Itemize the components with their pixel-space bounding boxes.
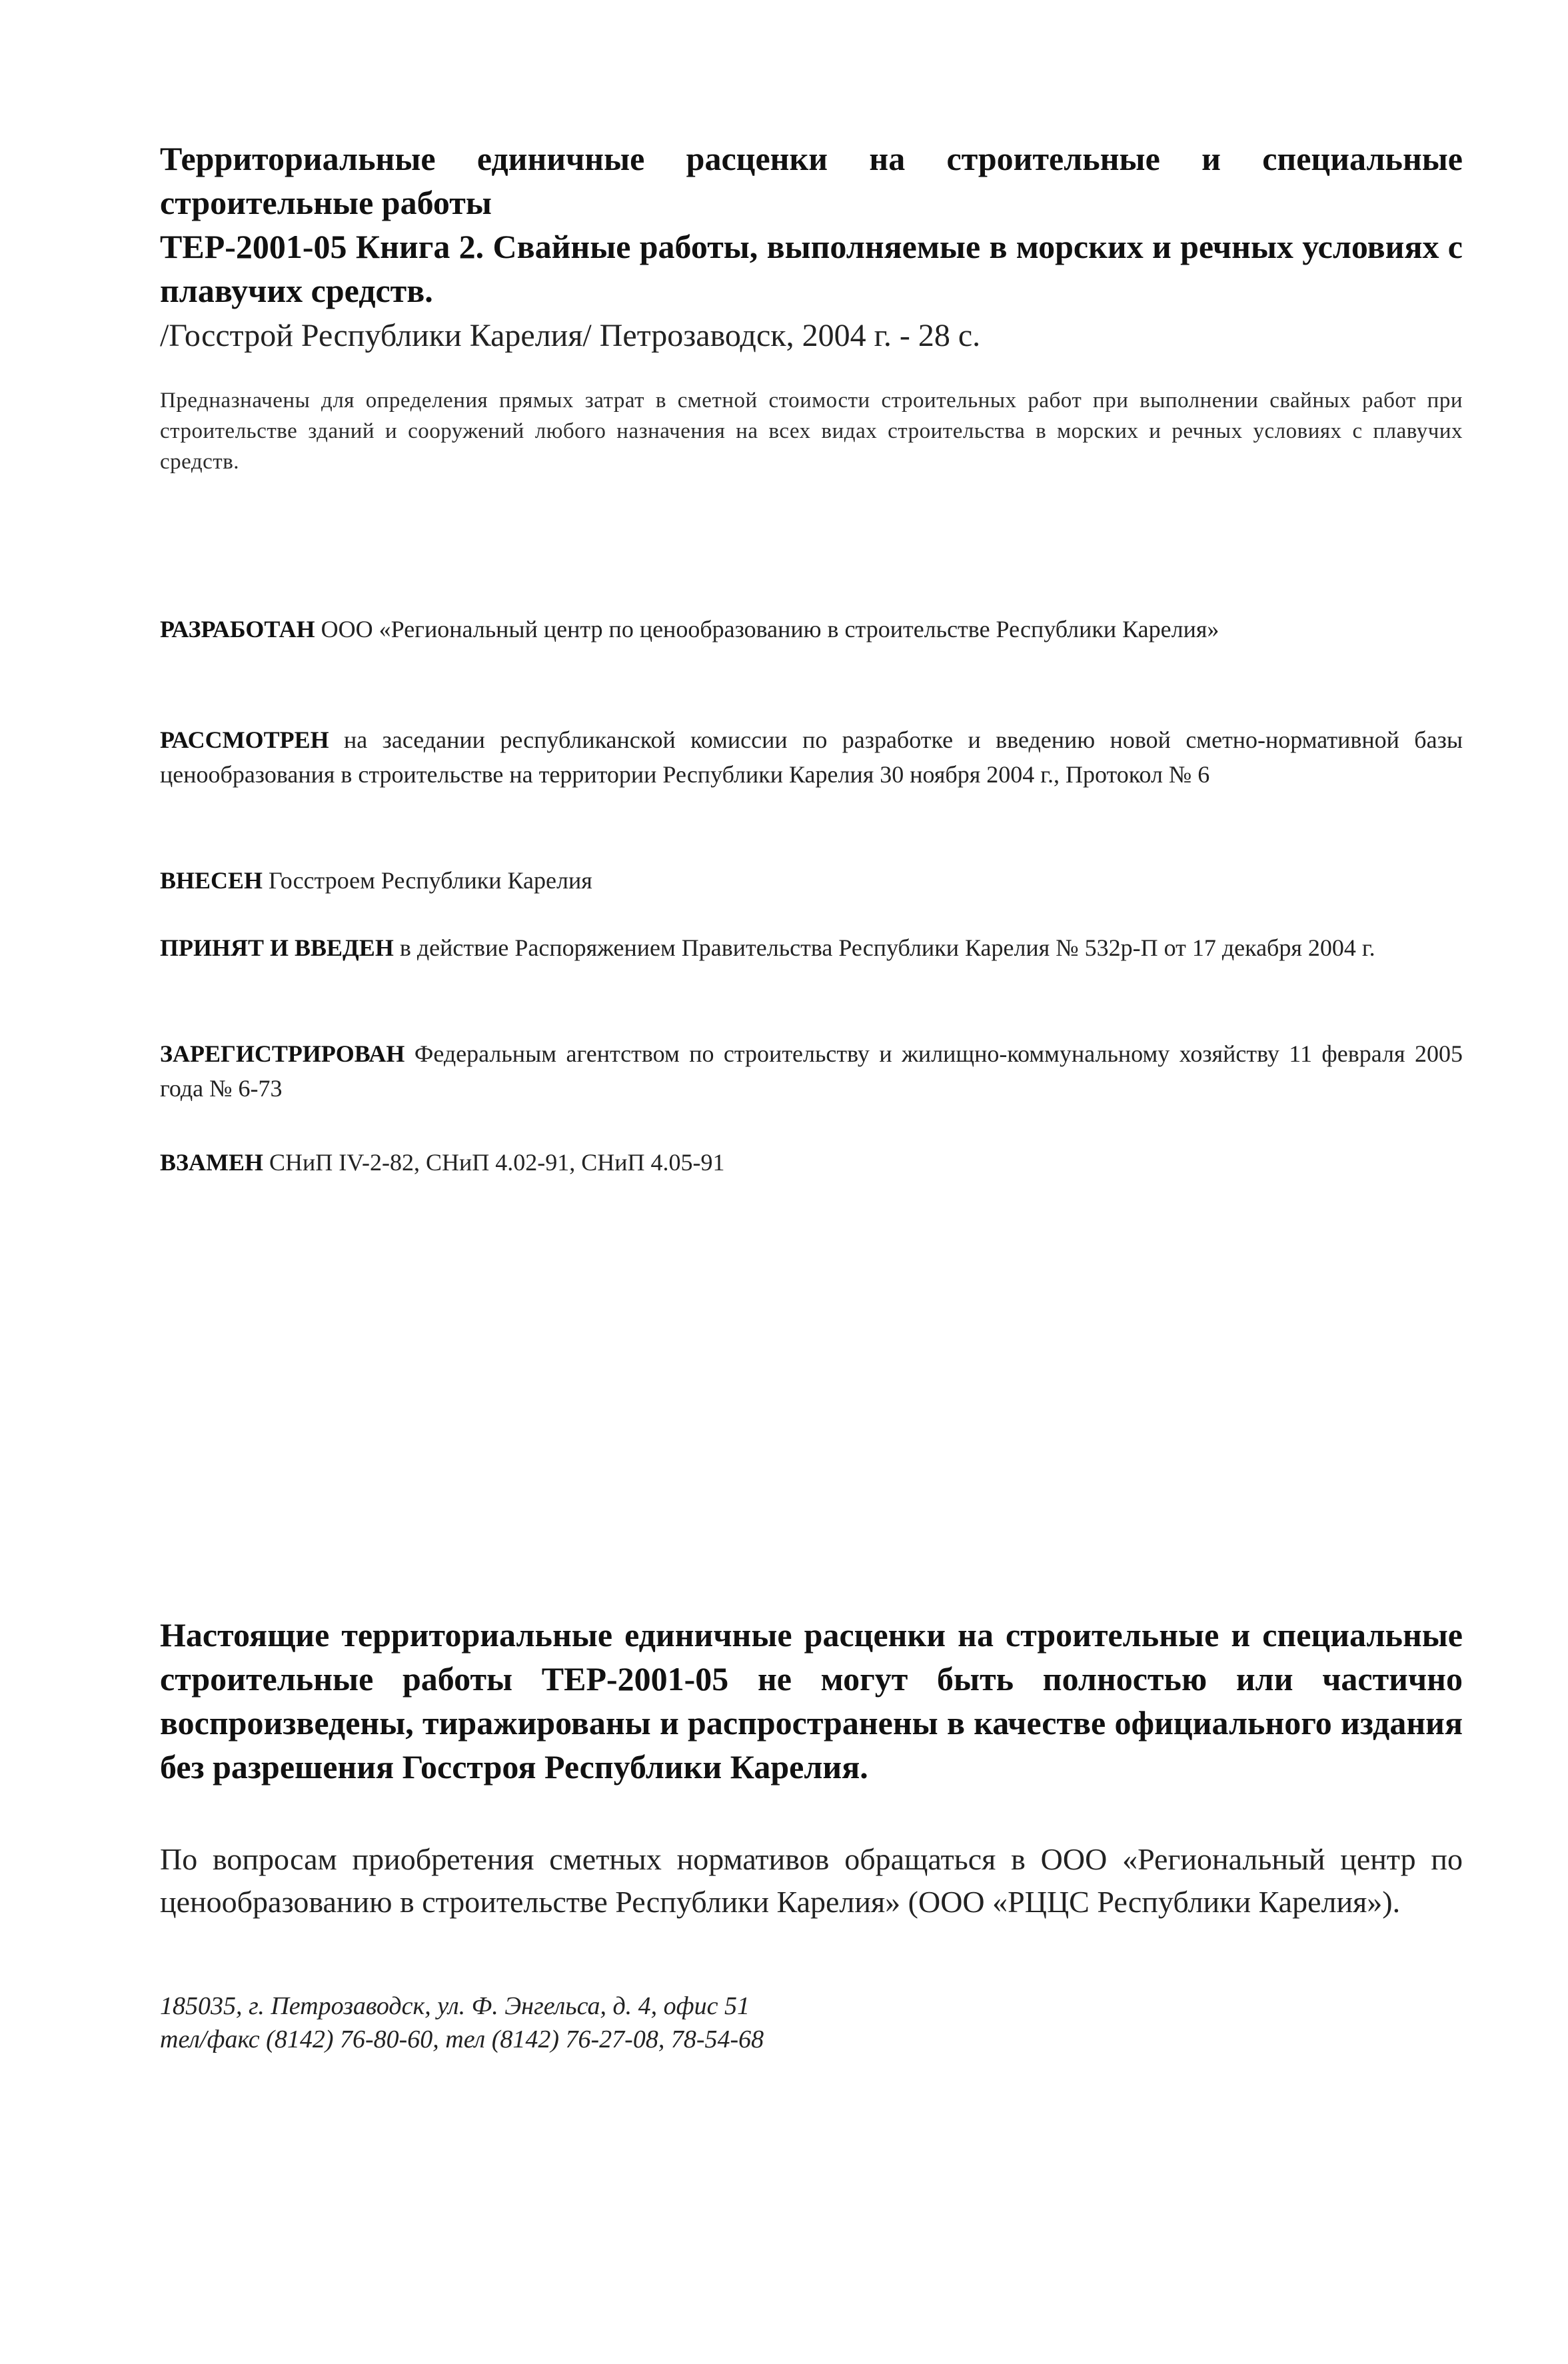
replaced-section — [160, 1145, 1463, 1180]
document-title — [160, 137, 1463, 359]
copyright-notice — [160, 1613, 1463, 1789]
replaced-text: СНиП IV-2-82, СНиП 4.02-91, СНиП 4.05-91 — [263, 1149, 725, 1176]
submitted-section — [160, 863, 1463, 898]
developed-section — [160, 612, 1463, 646]
submitted-label: ВНЕСЕН — [160, 867, 263, 894]
developed-label: РАЗРАБОТАН — [160, 616, 315, 642]
registered-text: Федеральным агентством по строительству и жилищно-коммунальному хозяйству 11 февраля 2005 года № 6-73 — [160, 1040, 1463, 1102]
title-text-1: Территориальные единичные расценки на строительные и специальные строительные работы — [160, 140, 1463, 221]
address-line-1: 185035, г. Петрозаводск, ул. Ф. Энгельса, д. 4, офис 51 — [160, 1992, 750, 2020]
publisher-line: /Госстрой Республики Карелия/ Петрозаводск, 2004 г. - 28 с. — [160, 318, 981, 353]
address-line-2: тел/факс (8142) 76-80-60, тел (8142) 76-27-08, 78-54-68 — [160, 2025, 764, 2053]
contact-text: По вопросам приобретения сметных нормативов обращаться в ООО «Региональный центр по ценообразованию в строительстве Республики Карелия» (ООО «РЦЦС Республики Карелия»). — [160, 1842, 1463, 1919]
purpose-text: Предназначены для определения прямых затрат в сметной стоимости строительных работ при выполнении свайных работ при строительстве зданий и сооружений любого назначения на всех видах строительства в морских и речных условиях с плавучих средств. — [160, 389, 1463, 474]
reviewed-text: на заседании республиканской комиссии по разработке и введению новой сметно-нормативной базы ценообразования в строительстве на территории Республики Карелия 30 ноября 2004 г., Протокол № 6 — [160, 726, 1463, 788]
developed-text: ООО «Региональный центр по ценообразованию в строительстве Республики Карелия» — [315, 616, 1219, 642]
adopted-section — [160, 930, 1463, 965]
replaced-label: ВЗАМЕН — [160, 1149, 264, 1176]
reviewed-label: РАССМОТРЕН — [160, 726, 329, 753]
notice-text: Настоящие территориальные единичные расценки на строительные и специальные строительные работы ТЕР-2001-05 не могут быть полностью или частично воспроизведены, тиражированы и распространены в качестве официального издания без разрешения Госстроя Республики Карелия. — [160, 1616, 1463, 1785]
adopted-label: ПРИНЯТ И ВВЕДЕН — [160, 934, 394, 961]
registered-section — [160, 1036, 1463, 1106]
contact-paragraph — [160, 1838, 1463, 1923]
submitted-text: Госстроем Республики Карелия — [263, 867, 592, 894]
title-text-2: ТЕР-2001-05 Книга 2. Свайные работы, выполняемые в морских и речных условиях с плавучих средств. — [160, 228, 1463, 309]
reviewed-section — [160, 722, 1463, 792]
registered-label: ЗАРЕГИСТРИРОВАН — [160, 1040, 405, 1067]
address-block — [160, 1989, 1463, 2056]
purpose-paragraph — [160, 385, 1463, 477]
title-line-1 — [160, 137, 1463, 225]
title-line-2 — [160, 225, 1463, 313]
adopted-text: в действие Распоряжением Правительства Республики Карелия № 532р-П от 17 декабря 2004 г. — [393, 934, 1375, 961]
